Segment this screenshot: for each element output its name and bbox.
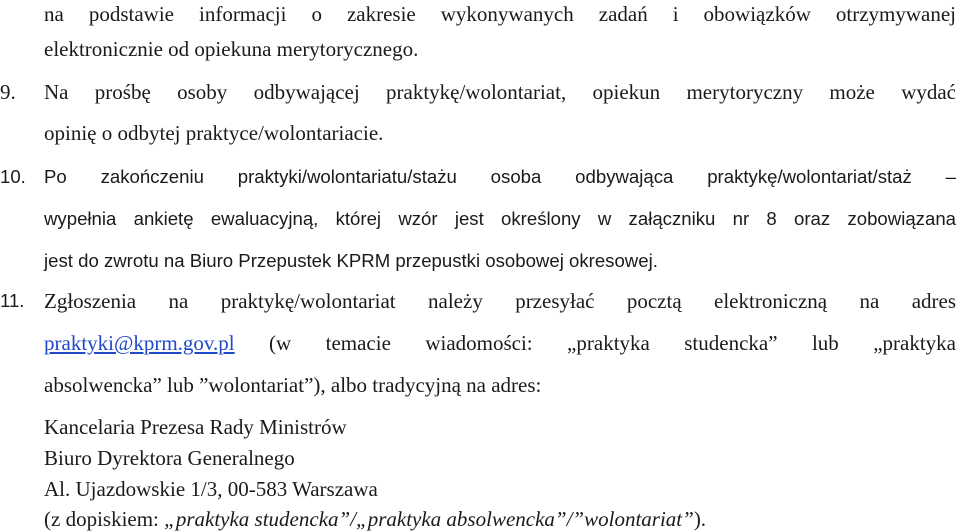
item11-line2-rest: (w temacie wiadomości: „praktyka studencka” lub „praktyka xyxy=(269,331,957,355)
address-note-suffix: ). xyxy=(693,507,707,531)
address-line1: Kancelaria Prezesa Rady Ministrów xyxy=(44,415,347,439)
address-note xyxy=(44,506,956,532)
item8-line1: na podstawie informacji o zakresie wykonywanych zadań i obowiązków otrzymywanej xyxy=(44,2,956,26)
item10-line2: wypełnia ankietę ewaluacyjną, której wzór jest określony w załączniku nr 8 oraz zobowiązana xyxy=(44,208,956,229)
address-line3: Al. Ujazdowskie 1/3, 00-583 Warszawa xyxy=(44,477,378,501)
email-link[interactable]: praktyki@kprm.gov.pl xyxy=(44,331,235,355)
item9-line2: opinię o odbytej praktyce/wolontariacie. xyxy=(44,121,384,145)
item10-number: 10. xyxy=(0,166,26,187)
item11-line3: absolwencka” lub ”wolontariat”), albo tradycyjną na adres: xyxy=(44,373,542,397)
item10-line3: jest do zwrotu na Biuro Przepustek KPRM przepustki osobowej okresowej. xyxy=(44,250,658,271)
address-line2: Biuro Dyrektora Generalnego xyxy=(44,446,295,470)
item10-line1: Po zakończeniu praktyki/wolontariatu/stażu osoba odbywająca praktykę/wolontariat/staż – xyxy=(44,166,956,187)
item11-line1: Zgłoszenia na praktykę/wolontariat należy przesyłać pocztą elektroniczną na adres xyxy=(44,289,956,313)
item11-number: 11. xyxy=(0,290,25,311)
item8-line2: elektronicznie od opiekuna merytorycznego. xyxy=(44,37,419,61)
address-note-italic: „praktyka studencka”/„praktyka absolwencka”/”wolontariat” xyxy=(164,507,694,531)
item11-line2 xyxy=(44,330,956,356)
address-note-prefix: (z dopiskiem: xyxy=(44,507,165,531)
item9-number: 9. xyxy=(0,80,16,104)
item9-line1: Na prośbę osoby odbywającej praktykę/wolontariat, opiekun merytoryczny może wydać xyxy=(44,80,956,104)
